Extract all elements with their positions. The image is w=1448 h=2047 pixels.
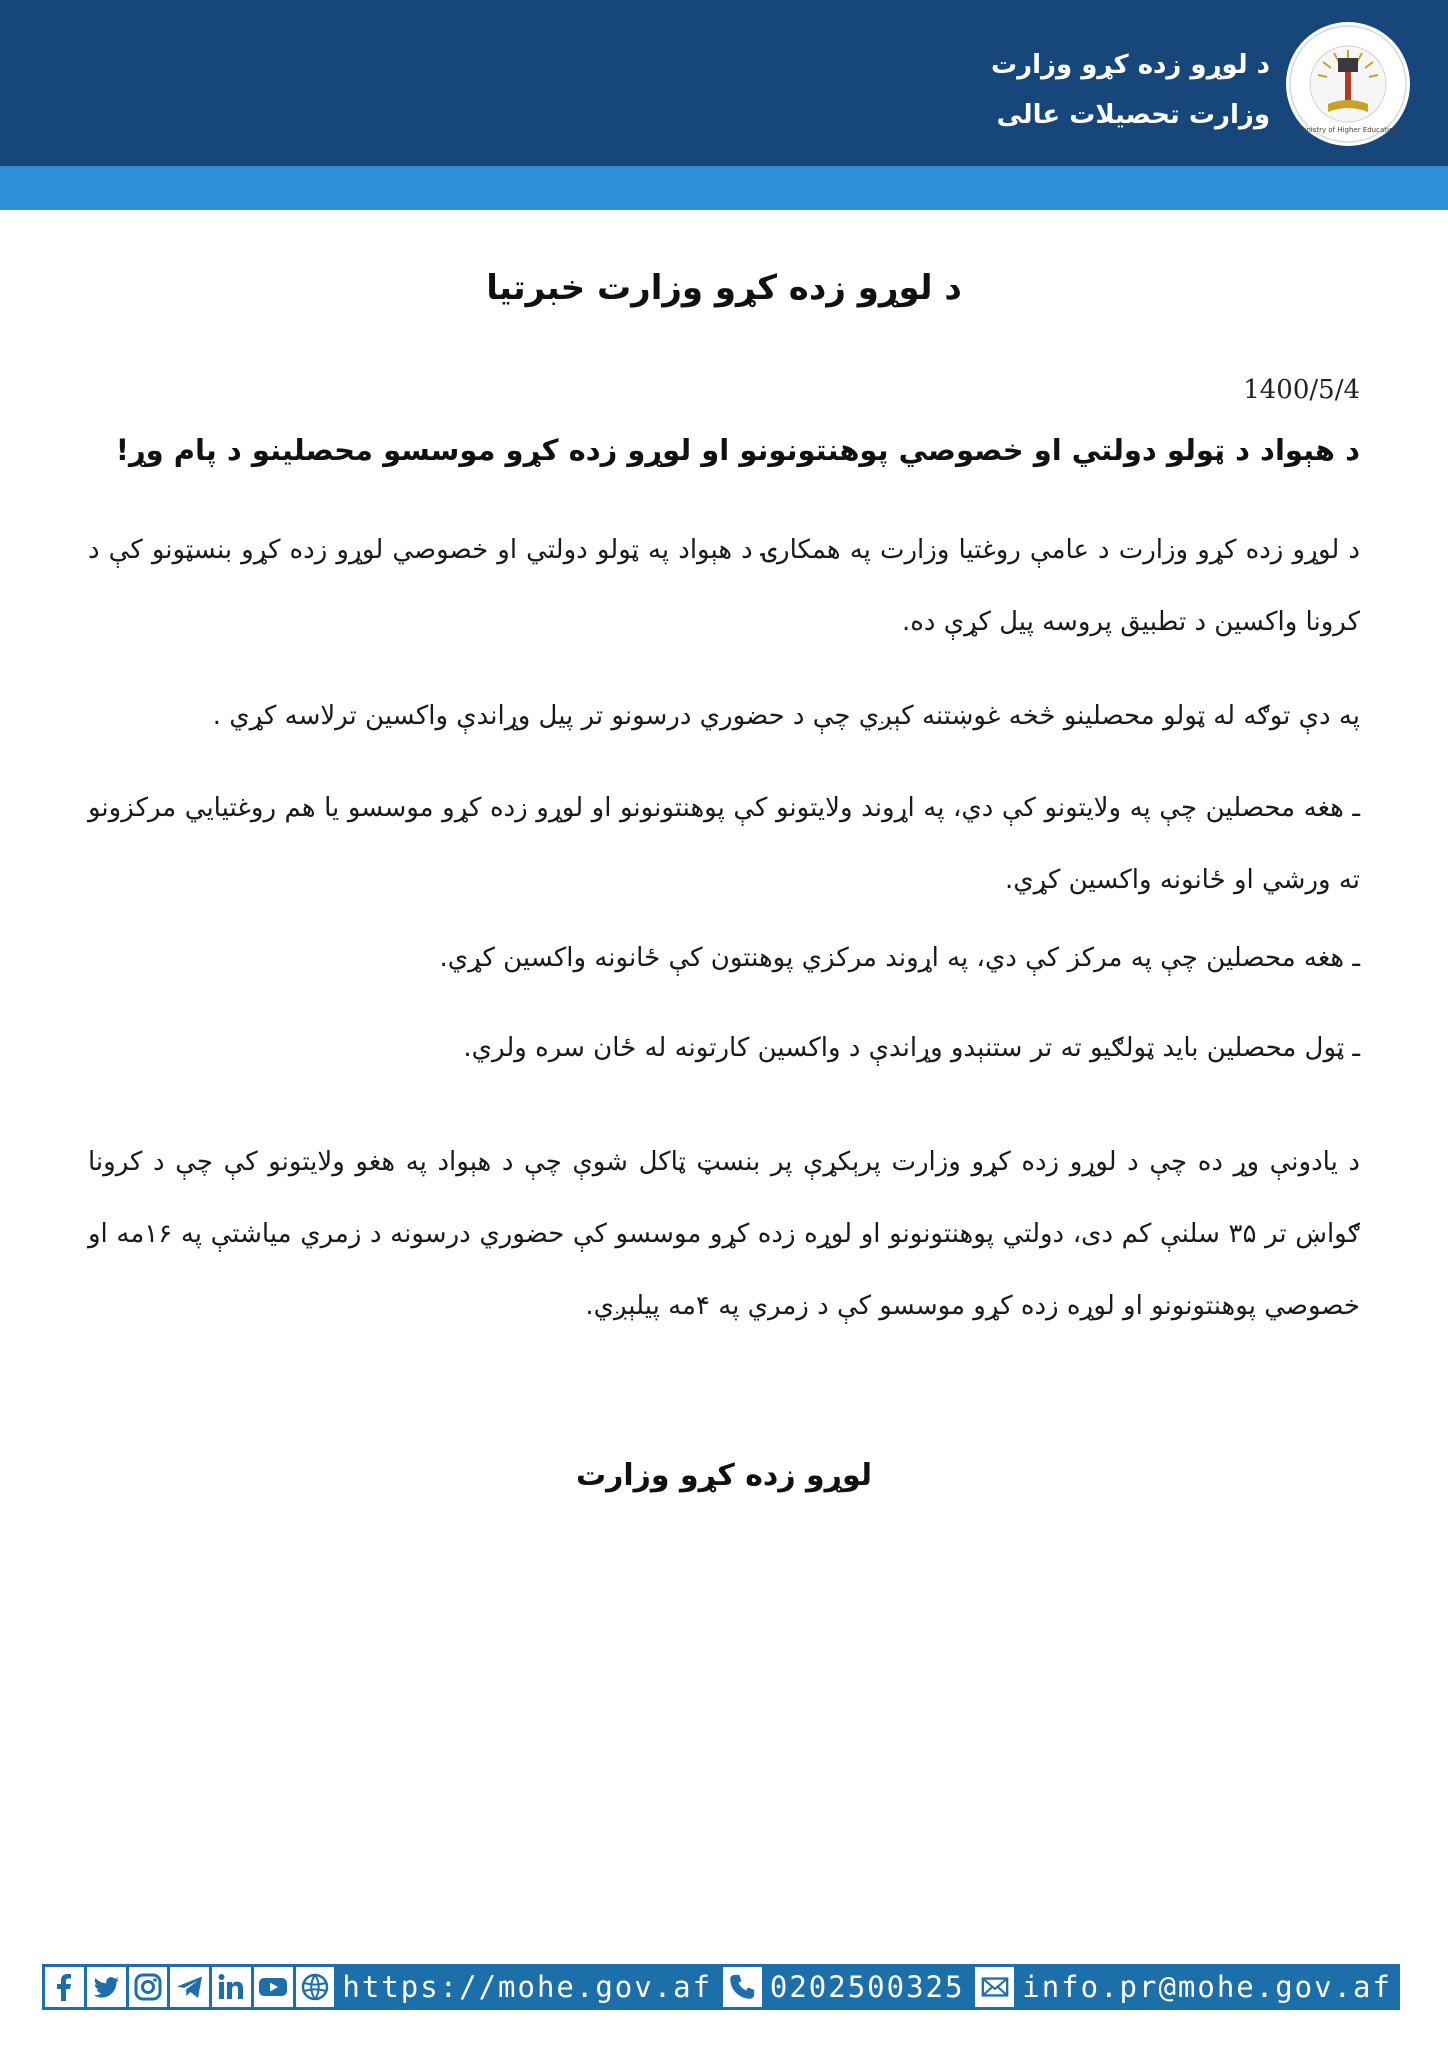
header-stripe	[0, 166, 1448, 210]
document-title: د لوړو زده کړو وزارت خبرتیا	[486, 268, 962, 308]
linkedin-icon[interactable]	[212, 1967, 251, 2007]
website-link[interactable]: https://mohe.gov.af	[342, 1970, 713, 2004]
ministry-logo	[1284, 20, 1412, 148]
paragraph-center: ـ هغه محصلین چې په مرکز کې دي، په اړوند مرکزي پوهنتون کې ځانونه واکسین کړي.	[439, 943, 1360, 973]
email-address[interactable]: info.pr@mohe.gov.af	[1022, 1970, 1392, 2004]
phone-icon	[723, 1967, 762, 2007]
phone-number[interactable]: 0202500325	[769, 1970, 965, 2004]
paragraph-intro: د لوړو زده کړو وزارت د عامې روغتیا وزارت په همکارۍ د هېواد په ټولو دولتي او خصوصي لوړو زده کړو بنسټونو کې د کرونا واکسین د تطبیق پروسه پیل کړې ده.	[88, 535, 1360, 637]
email-icon	[975, 1967, 1014, 2007]
footer-contact-bar	[42, 1964, 1400, 2010]
svg-text:Ministry of Higher Education: Ministry of Higher Education	[1298, 126, 1398, 134]
document-subtitle: د هېواد د ټولو دولتي او خصوصي پوهنتونونو او لوړو زده کړو موسسو محصلینو د پام وړ!	[115, 433, 1360, 467]
paragraph-provinces: ـ هغه محصلین چې په ولایتونو کې دي، په اړوند ولایتونو کې پوهنتونونو او لوړو زده کړو موسسو یا هم روغتیایي مرکزونو ته ورشي او ځانونه واکسین کړي.	[88, 793, 1360, 895]
paragraph-vaccine-card: ـ ټول محصلین باید ټولګیو ته تر ستنېدو وړاندې د واکسین کارتونه له ځان سره ولري.	[463, 1033, 1360, 1063]
twitter-icon[interactable]	[87, 1967, 126, 2007]
document-date: 1400/5/4	[1243, 375, 1360, 405]
ministry-name-block	[991, 40, 1270, 140]
youtube-icon[interactable]	[254, 1967, 293, 2007]
ministry-name-dari: وزارت تحصیلات عالی	[996, 100, 1270, 130]
signature: لوړو زده کړو وزارت	[575, 1458, 873, 1493]
instagram-icon[interactable]	[129, 1967, 168, 2007]
paragraph-request: په دې توګه له ټولو محصلینو څخه غوښتنه کېږي چې د حضوري درسونو تر پیل وړاندې واکسین ترلاسه کړي .	[212, 701, 1360, 731]
web-icon[interactable]	[296, 1967, 335, 2007]
telegram-icon[interactable]	[170, 1967, 209, 2007]
paragraph-reopening: د یادونې وړ ده چې د لوړو زده کړو وزارت پرېکړې پر بنسټ ټاکل شوې چې د هېواد په هغو ولایتونو کې چې د کرونا ګواښ تر ۳۵ سلنې کم دی، دولتي پوهنتونونو او لوړه زده کړو موسسو کې حضوري درسونه د زمري میاشتې په ۱۶مه او خصوصي پوهنتونونو او لوړه زده کړو موسسو کې د زمري په ۴مه پیلېږي.	[88, 1147, 1360, 1321]
facebook-icon[interactable]	[45, 1967, 84, 2007]
ministry-name-pashto: د لوړو زده کړو وزارت	[991, 50, 1270, 80]
